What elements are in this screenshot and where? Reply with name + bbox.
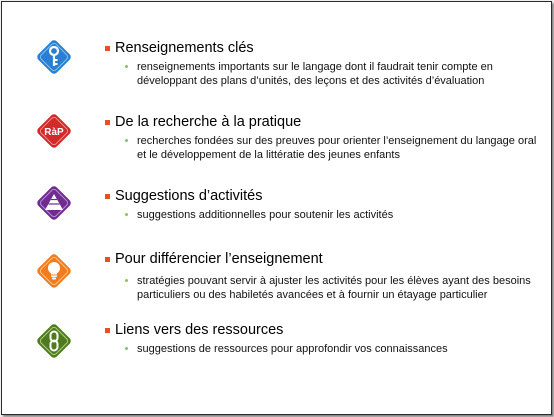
key-icon bbox=[34, 37, 74, 77]
legend-panel bbox=[1, 1, 552, 415]
pyramid-icon bbox=[34, 183, 74, 223]
chain-link-icon bbox=[34, 321, 74, 361]
item-title: Liens vers des ressources bbox=[115, 322, 284, 338]
heading-bullet bbox=[105, 46, 110, 51]
description-bullet bbox=[125, 65, 128, 68]
item-description: renseignements importants sur le langage dont il faudrait tenir compte en développant des plans d’unités, des leçons et des activités d’évaluation bbox=[137, 61, 493, 87]
lightbulb-icon bbox=[34, 251, 74, 291]
heading-bullet bbox=[105, 120, 110, 125]
item-description: recherches fondées sur des preuves pour orienter l’enseignement du langage oral et le développement de la littératie des jeunes enfants bbox=[137, 135, 537, 161]
description-bullet bbox=[125, 347, 128, 350]
heading-bullet bbox=[105, 328, 110, 333]
item-description: suggestions de ressources pour approfondir vos connaissances bbox=[137, 343, 448, 355]
item-description: suggestions additionnelles pour soutenir les activités bbox=[137, 209, 394, 221]
description-bullet bbox=[125, 279, 128, 282]
rap-badge-text: RàP bbox=[44, 127, 64, 138]
item-title: Pour différencier l’enseignement bbox=[115, 251, 323, 267]
item-title: Suggestions d’activités bbox=[115, 188, 263, 204]
item-title: De la recherche à la pratique bbox=[115, 114, 302, 130]
item-title: Renseignements clés bbox=[115, 40, 254, 56]
description-bullet bbox=[125, 213, 128, 216]
heading-bullet bbox=[105, 257, 110, 262]
rap-badge-icon bbox=[34, 111, 74, 151]
heading-bullet bbox=[105, 194, 110, 199]
item-description: stratégies pouvant servir à ajuster les activités pour les élèves ayant des besoins particuliers ou des habiletés avancées et à fournir un étayage particulier bbox=[137, 275, 531, 301]
description-bullet bbox=[125, 139, 128, 142]
